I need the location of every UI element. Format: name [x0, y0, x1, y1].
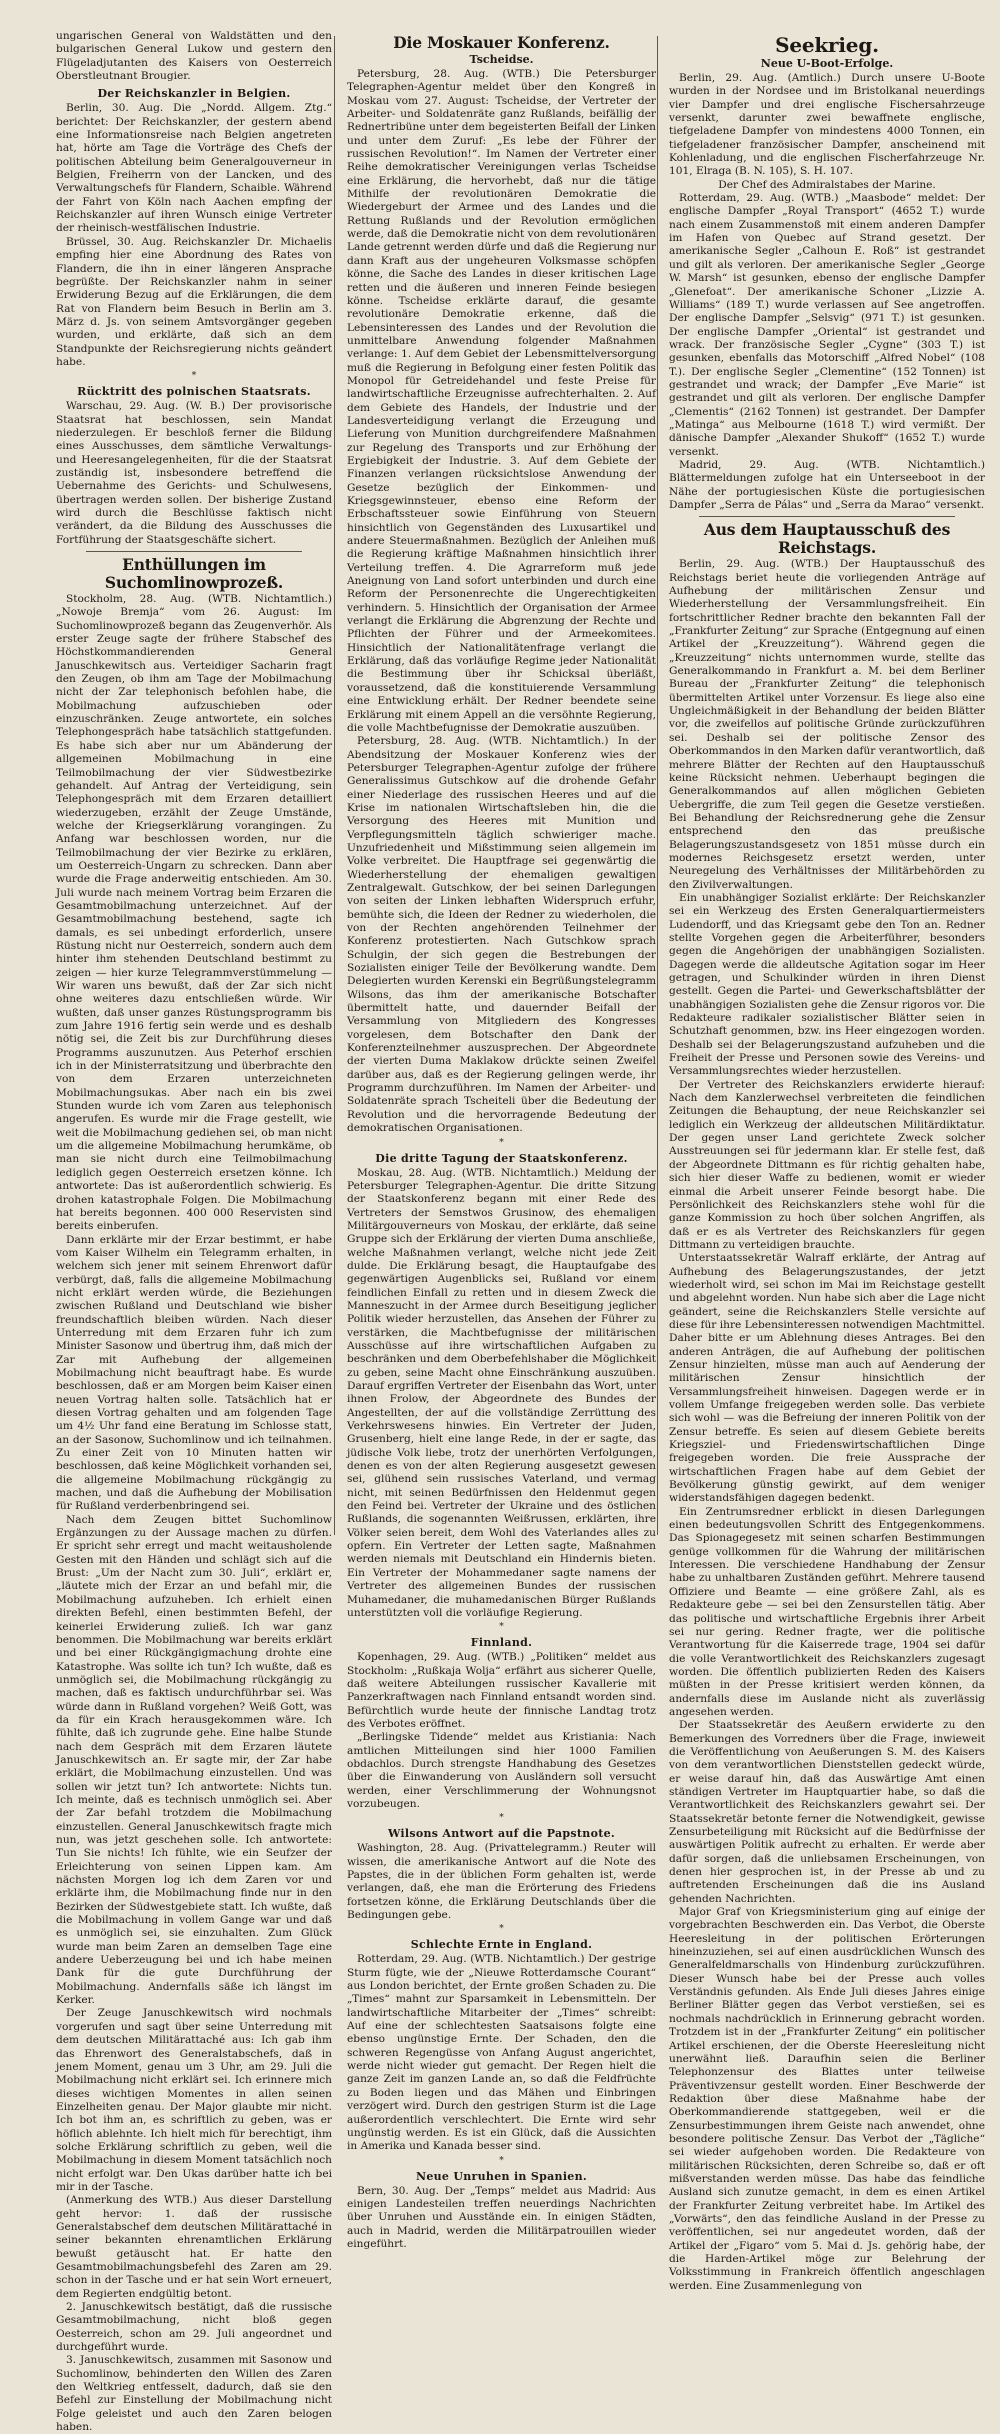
paragraph: Kopenhagen, 29. Aug. (WTB.) „Politiken“ meldet aus Stockholm: „Rußkaja Wolja“ erfährt aus sicherer Quelle, daß weitere Abteilungen russischer Kavallerie mit Panzerkraftwagen nach Finnland entsandt worden sind. Befürchtlich wurde heute der finnische Landtag trotz des Verbotes eröffnet. — [347, 1651, 656, 1730]
separator-star: * — [191, 371, 197, 382]
article-title: Neue Unruhen in Spanien. — [415, 2169, 588, 2183]
paragraph: Major Graf von Kriegsministerium ging auf einige der vorgebrachten Beschwerden ein. Das Verbot, die Oberste Heeresleitung in der politischen Erörterungen hineinzuziehen, sei auf einen ausdrücklichen Wunsch des Generalfeldmarschalls von Hindenburg zurückzuführen. Dieser Wunsch habe bei der Presse auch volles Verständnis gefunden. Als Ende Juli dieses Jahres einige Berliner Blätter gegen das Verbot verstießen, sei es nochmals nachdrücklich in Erinnerung gebracht worden. Trotzdem ist in der „Frankfurter Zeitung“ ein politischer Artikel erschienen, der die Oberste Heeresleitung nicht unerwähnt ließ. Daraufhin seien die Berliner Telephonzensur des Blattes unter teilweise Präventivzensur gestellt worden. Einer Beschwerde der Redaktion über diese Maßnahme habe der Oberkommandierende stattgegeben, weil er die Zensurbestimmungen ihrem Geiste nach anwendet, ohne besondere politische Zensur. Das Verbot der „Tägliche“ sei wieder aufgehoben worden. Die Redakteure von militärischen Rücksichten, deren Schreibe so, daß er oft mißverstanden werden müsse. Das habe das feindliche Ausland sich zunutze gemacht, in dem es einen Artikel der Frankfurter Zeitung verbreitet habe. Im Artikel des „Vorwärts“, den das feindliche Ausland in der Presse zu veröffentlichen, sei nur angedeutet worden, daß der Artikel der „Figaro“ vom 5. Mai d. Js. gehörig habe, der die Harden-Artikel möge zur Belehrung der Volksstimmung in Frankreich öffentlich angeschlagen werden. Eine Zusammenlegung von — [669, 1906, 985, 2292]
column-3 — [663, 30, 991, 2292]
lead-paragraph: ungarischen General von Waldstätten und den bulgarischen General Lukow und gestern den Flügeladjutanten des Kaisers von Oesterreich Oberstleutnant Brougier. — [56, 30, 332, 83]
divider — [699, 516, 955, 517]
paragraph: Berlin, 29. Aug. (Amtlich.) Durch unsere U-Boote wurden in der Nordsee und im Bristolkanal neuerdings vier Dampfer und drei englische Fischersahrzeuge versenkt, darunter zwei bewaffnete englische, tiefgeladene Dampfer von mindestens 4000 Tonnen, ein tiefgeladener französischer Dampfer, anscheinend mit Kohlenladung, und die englischen Fischerfahrzeuge Nr. 101, Elraga (B. N. 105), S. H. 107. — [669, 72, 985, 178]
paragraph: Washington, 28. Aug. (Privattelegramm.) Reuter will wissen, die amerikanische Antwort auf die Note des Papstes, die in der üblichen Form gehalten ist, werde verlangen, daß, ehe man die Erörterung des Friedens fortsetzen könne, die Erklärung Deutschlands über die Bedingungen gebe. — [347, 1842, 656, 1922]
paragraph: Petersburg, 28. Aug. (WTB. Nichtamtlich.) In der Abendsitzung der Moskauer Konferenz wies der Petersburger Telegraphen-Agentur zufolge der frühere Generalissimus Gutschkow auf die drohende Gefahr einer Niederlage des russischen Heeres und auf die Krise im nationalen Wirtschaftsleben hin, die die Versorgung des Heeres mit Munition und Verpflegungsmitteln täglich schwieriger mache. Unzufriedenheit und Mißstimmung seien allgemein im Volke verbreitet. Die Hauptfrage sei gegenwärtig die Wiederherstellung der ehemaligen gewaltigen Zentralgewalt. Gutschkow, der bei seinen Darlegungen von seiten der Linken lebhaften Widerspruch erfuhr, bemühte sich, die Ideen der Redner zu wiederholen, die von der Rechten angehörenden Teilnehmer der Konferenz protestierten. Nach Gutschkow sprach Schulgin, der sich gegen die Bestrebungen der Sozialisten einiger Teile der Bevölkerung wandte. Dem Delegierten wurden Kerenski ein Begrüßungstelegramm Wilsons, das ihm der amerikanische Botschafter übermittelt hatte, und dauernder Beifall der Versammlung von Mitgliedern des Kongresses vorgelesen, dem Botschafter den Dank der Konferenzteilnehmer auszusprechen. Der Abgeordnete der vierten Duma Maklakow drückte seinen Zweifel darüber aus, daß es der Regierung gelingen werde, ihr Programm durchzuführen. Im Namen der Arbeiter- und Soldatenräte sprach Tscheiteli über die Bedeutung der Revolution und die hervorragende Bedeutung der demokratischen Organisationen. — [347, 735, 656, 1135]
paragraph: 2. Januschkewitsch bestätigt, daß die russische Gesamtmobilmachung, nicht bloß gegen Oesterreich, schon am 29. Juli angeordnet und durchgeführt wurde. — [56, 2301, 332, 2354]
paragraph: Nach dem Zeugen bittet Suchomlinow Ergänzungen zu der Aussage machen zu dürfen. Er spricht sehr erregt und macht weitausholende Gesten mit den Händen und schlägt sich auf die Brust: „Um der Nacht zum 30. Juli“, erklärt er, „läutete mich der Erzar an und befahl mir, die Mobilmachung aufzuheben. Ich erhielt einen direkten Befehl, einen bestimmten Befehl, der keinerlei Erwiderung zuließ. Ich war ganz benommen. Die Mobilmachung war bereits erklärt und bei einer Rückgängigmachung drohte eine Katastrophe. Was sollte ich tun? Ich wußte, daß es unmöglich sei, die Mobilmachung rückgängig zu machen, daß es faktisch undurchführbar sei. Was würde dann in Rußland vorgehen? Weiß Gott, was da für ein Krach herausgekommen wäre. Ich fühlte, daß ich zugrunde gehe. Eine halbe Stunde nach dem Gespräch mit dem Erzaren läutete Januschkewitsch an. Er sagte mir, der Zar habe erklärt, die Mobilmachung einzustellen. Und was sollen wir jetzt tun? Ich antwortete: Nichts tun. Ich meinte, daß es technisch unmöglich sei. Aber der Zar befahl trotzdem die Mobilmachung einzustellen. General Januschkewitsch fragte mich nun, was jetzt geschehen solle. Ich antwortete: Tun Sie nichts! Ich fühlte, wie ein Seufzer der Erleichterung von seinen Lippen kam. Am nächsten Morgen log ich dem Zaren vor und erklärte ihm, die Mobilmachung finde nur in den Bezirken der Südwestgebiete statt. Ich wußte, daß die Mobilmachung in vollem Gange war und daß es unmöglich sei, sie einzuhalten. Zum Glück wurde man beim Zaren an demselben Tage eine andere Ueberzeugung bei und ich habe meinen Dank für die gute Durchführung der Mobilmachung. Andernfalls säße ich längst im Kerker. — [56, 1513, 332, 2007]
article-title: Finnland. — [470, 1636, 533, 1650]
paragraph: Bern, 30. Aug. Der „Temps“ meldet aus Madrid: Aus einigen Landesteilen treffen neuerdings Nachrichten über Unruhen und Ausstände ein. In einigen Städten, auch in Madrid, werden die Militärpatrouillen wieder eingeführt. — [347, 2184, 656, 2250]
paragraph: Madrid, 29. Aug. (WTB. Nichtamtlich.) Blättermeldungen zufolge hat ein Unterseeboot in der Nähe der portugiesischen Küste die portugiesischen Dampfer „Serra de Pálas“ und „Serra da Marao“ versenkt. — [669, 458, 985, 511]
paragraph: Der Vertreter des Reichskanzlers erwiderte hierauf: Nach dem Kanzlerwechsel verbreiteten die feindlichen Zeitungen die Behauptung, der neue Reichskanzler sei lediglich ein Werkzeug der alldeutschen Militärdiktatur. Der gegen unser Land gerichtete Zweck solcher Ausstreuungen sei für jedermann klar. Er stelle fest, daß der Abgeordnete Dittmann es für richtig gehalten habe, sich hier dieser Waffe zu bedienen, womit er wieder einmal die Arbeit unserer Feinde besorgt habe. Die Persönlichkeit des Reichskanzlers stehe wohl für die ganze Kommission zu hoch über solchen Angriffen, als daß er es als Vertreter des Reichskanzlers für gegen Dittmann zu verteidigen brauchte. — [669, 1078, 985, 1251]
separator-star: * — [499, 1622, 504, 1633]
paragraph: 3. Januschkewitsch, zusammen mit Sasonow und Suchomlinow, behinderten den Willen des Zaren den Weltkrieg entfesselt, dadurch, daß sie den Befehl zur Einstellung der Mobilmachung nicht Folge geleistet und auch den Zaren belogen haben. — [56, 2354, 332, 2434]
article-title: Die Moskauer Konferenz. — [393, 33, 610, 52]
article-title: Aus dem Hauptausschuß des Reichstags. — [703, 520, 951, 558]
article-title: Der Reichskanzler in Belgien. — [97, 87, 291, 101]
paragraph: Ein unabhängiger Sozialist erklärte: Der Reichskanzler sei ein Werkzeug des Ersten Generalquartiermeisters Ludendorff, und das Kriegsamt gebe den Ton an. Redner stellte Vorgehen gegen die Arbeiterführer, besonders gegen die Angehörigen der unabhängigen Sozialisten. Dagegen werde die alldeutsche Agitation sogar im Heer getragen, und Schulkinder würden in ihren Dienst gestellt. Gegen die Partei- und Gewerkschaftsblätter der unabhängigen Sozialisten gehe die Zensur rigoros vor. Die Redakteure radikaler sozialistischer Blätter seien in Schutzhaft genommen, bzw. ins Heer eingezogen worden. Deshalb sei der Belagerungszustand aufzuheben und die Freiheit der Presse und Personen sowie des Vereins- und Versammlungsrechtes wieder herzustellen. — [669, 891, 985, 1078]
paragraph: Der Staatssekretär des Aeußern erwiderte zu den Bemerkungen des Vorredners über die Frage, inwieweit die Veröffentlichung von Aeußerungen S. M. des Kaisers von dem verantwortlichen Dienststellen gedeckt würde, er weise darauf hin, daß das Auswärtige Amt einen ständigen Vertreter im Hauptquartier habe, so daß die Verantwortlichkeit des Reichskanzlers gewahrt sei. Der Staatssekretär betonte ferner die Notwendigkeit, gewisse Zensurbeteiligung mit Rücksicht auf die Bedürfnisse der auswärtigen Politik aufrecht zu erhalten. Er werde aber dafür sorgen, daß die unliebsamen Erscheinungen, von denen hier gesprochen ist, in der Presse ab und zu auftretenden Erscheinungen daß die ins Ausland gehenden Nachrichten. — [669, 1719, 985, 1905]
article-subtitle: Neue U-Boot-Erfolge. — [760, 57, 894, 70]
paragraph: Warschau, 29. Aug. (W. B.) Der provisorische Staatsrat hat beschlossen, sein Mandat niederzulegen. Er beschloß ferner die Bildung eines Ausschusses, dem sämtliche Verwaltungs- und Heeresangelegenheiten, für die der Staatsrat zuständig ist, insbesondere betreffend die Uebernahme des Gerichts- und Schulwesens, übertragen werden sollen. Der bisherige Zustand wird durch die Beschlüsse faktisch nicht verändert, da die Bildung des Ausschusses die Fortführung der Staatsgeschäfte sichert. — [56, 400, 332, 546]
divider — [86, 551, 302, 552]
separator-star: * — [499, 1924, 504, 1935]
article-title: Wilsons Antwort auf die Papstnote. — [387, 1827, 616, 1841]
paragraph: „Berlingske Tidende“ meldet aus Kristiania: Nach amtlichen Mitteilungen sind hier 1000 Familien obdachlos. Durch strengste Handhabung des Gesetzes über die Einwanderung von Ausländern soll versucht werden, einer Verschlimmerung der Wohnungsnot vorzubeugen. — [347, 1731, 656, 1810]
paragraph: Rotterdam, 29. Aug. (WTB. Nichtamtlich.) Der gestrige Sturm fügte, wie der „Nieuwe Rotterdamsche Courant“ aus London berichtet, der Ernte großen Schaden zu. Die „Times“ mahnt zur Sparsamkeit in Lebensmitteln. Der landwirtschaftliche Mitarbeiter der „Times“ schreibt: Auf eine der schlechtesten Saatsaisons folgte eine ebenso ungünstige Ernte. Der Schaden, den die schweren Regengüsse von Anfang August angerichtet, werde nicht wieder gut gemacht. Der Regen hielt die ganze Zeit im ganzen Lande an, so daß die Feldfrüchte zu Boden liegen und das Mähen und Einbringen verzögert wird. Durch den gestrigen Sturm ist die Lage außerordentlich verschlechtert. Die Ernte wird sehr ungünstig werden. Es ist ein Glück, daß die Aussichten in Amerika und Kanada besser sind. — [347, 1953, 656, 2153]
paragraph: Stockholm, 28. Aug. (WTB. Nichtamtlich.) „Nowoje Bremja“ vom 26. August: Im Suchomlinowprozeß begann das Zeugenverhör. Als erster Zeuge sagte der frühere Stabschef des Höchstkommandierenden General Januschkewitsch aus. Verteidiger Sacharin fragt den Zeugen, ob ihm am Tage der Mobilmachung nicht der Zar telephonisch befohlen habe, die Mobilmachung aufzuschieben oder einzuschränken. Zeuge antwortete, ein solches Telephongespräch habe tatsächlich stattgefunden. Es habe sich aber nur um Abänderung der allgemeinen Mobilmachung in eine Teilmobilmachung der vier Südwestbezirke gehandelt. Auf Antrag der Verteidigung, sein Telephongespräch mit dem Erzaren detailliert wiederzugeben, erzählt der Zeuge Umstände, welche der Kriegserklärung vorangingen. Zu Anfang war beschlossen worden, nur die Teilmobilmachung der vier Bezirke zu erklären, um Oesterreich-Ungarn zu schrecken. Dann aber wurde die Frage anderweitig entschieden. Am 30. Juli wurde nach meinem Vortrag beim Erzaren die Gesamtmobilmachung unterzeichnet. Auf der Gesamtmobilmachung bestehend, sagte ich damals, es sei unbedingt erforderlich, unsere Rüstung nicht nur Oesterreich, sondern auch dem hinter ihm stehenden Deutschland bestimmt zu zeigen — hier kurze Telegrammverstümmelung — Wir waren uns bewußt, daß der Zar sich nicht ohne weiteres dazu entschließen würde. Wir wußten, daß unser ganzes Rüstungsprogramm bis zum Jahre 1916 fertig sein werde und es deshalb nötig sei, die Zeit bis zur Durchführung dieses Programms auszunutzen. Aus Peterhof erschien ich in der Ministerratsitzung und überbrachte den von dem Erzaren unterzeichneten Mobilmachungsukas. Aber nach ein bis zwei Stunden wurde ich vom Zaren aus telephonisch angerufen. Es wurde mir die Frage gestellt, wie weit die Mobilmachung gediehen sei, ob man nicht um die allgemeine Mobilmachung herumkäme, ob man sie nicht durch eine Teilmobilmachung lediglich gegen Oesterreich ersetzen könne. Ich antwortete: Das ist außerordentlich schwierig. Es drohen katastrophale Folgen. Die Mobilmachung hat bereits begonnen. 400 000 Reservisten sind bereits einberufen. — [56, 593, 332, 1233]
separator-star: * — [499, 2155, 504, 2166]
separator-star: * — [499, 1137, 504, 1148]
article-title: Rücktritt des polnischen Staatsrats. — [77, 385, 311, 399]
paragraph: Unterstaatssekretär Walraff erklärte, der Antrag auf Aufhebung des Belagerungszustandes, der jetzt wiederholt wird, sei schon im Mai im Reichstage gestellt und abgelehnt worden. Nun habe sich aber die Lage nicht geändert, seine die Reichskanzlers Stelle versichte auf diese für ihre Lebensinteressen notwendigen Machtmittel. Daher bitte er um Ablehnung dieses Antrages. Bei den anderen Anträgen, die auf Aufhebung der politischen Zensur hinzielten, müsse man auch auf Aenderung der militärischen Zensur hinsichtlich der Versammlungsfreiheit hinweisen. Dagegen werde er in vollem Umfange freigegeben werden solle. Das verbiete sich wohl — was die Befreiung der inneren Politik von der Zensur betreffe. Es seien auf diesem Gebiete bereits Kriegsziel- und Friedenswirtschaftlichen Dinge freigegeben worden. Die freie Aussprache der wirtschaftlichen Fragen habe auf dem Gebiet der Bevölkerung günstig gewirkt, auf dem weniger widerstandsfähigen dagegen bedenkt. — [669, 1252, 985, 1505]
paragraph: Dann erklärte mir der Erzar bestimmt, er habe vom Kaiser Wilhelm ein Telegramm erhalten, in welchem sich jener mit seinem Ehrenwort dafür verbürgt, daß, falls die allgemeine Mobilmachung nicht erklärt werden würde, die Beziehungen zwischen Rußland und Deutschland wie bisher freundschaftlich bleiben würden. Nach dieser Unterredung mit dem Erzaren fuhr ich zum Minister Sasonow und übertrug ihm, daß mich der Zar mit Aufhebung der allgemeinen Mobilmachung nicht beauftragt habe. Es wurde beschlossen, daß er am Morgen beim Kaiser einen neuen Vortrag halten solle. Tatsächlich hat er diesen Vortrag gehalten und am folgenden Tage um 4½ Uhr fand eine Beratung im Schlosse statt, an der Sasonow, Suchomlinow und ich teilnahmen. Zu einer Zeit von 10 Minuten hatten wir beschlossen, daß keine Möglichkeit vorhanden sei, die allgemeine Mobilmachung rückgängig zu machen, und daß die Aufhebung der Mobilisation für Rußland verderbenbringend sei. — [56, 1233, 332, 1513]
paragraph: (Anmerkung des WTB.) Aus dieser Darstellung geht hervor: 1. daß der russische Generalstabschef dem deutschen Militärattaché in seiner bekannten ehrenamtlichen Erklärung bewußt getäuscht hat. Er hatte den Gesamtmobilmachungsbefehl des Zaren am 29. schon in der Tasche und er hat sein Wort erneuert, dem Regierten endgültig betont. — [56, 2194, 332, 2300]
separator-star: * — [499, 1813, 504, 1824]
paragraph: Rotterdam, 29. Aug. (WTB.) „Maasbode“ meldet: Der englische Dampfer „Royal Transport“ (4652 T.) wurde nach einem Zusammenstoß mit einem anderen Dampfer im Hafen von Quebec auf Strand gesetzt. Der amerikanische Segler „Calhoun E. Roß“ ist gestrandet und gilt als verloren. Der amerikanische Segler „George W. Marsh“ ist gesunken, ebenso der englische Dampfer „Glenefoat“. Der amerikanische Schoner „Lizzie A. Williams“ (189 T.) wurde verlassen auf See angetroffen. Der englische Dampfer „Selsvig“ (971 T.) ist gesunken. Der englische Dampfer „Oriental“ ist gestrandet und wrack. Der französische Segler „Cygne“ (303 T.) ist gesunken, ebenfalls das Motorschiff „Alfred Nobel“ (108 T.). Der englische Segler „Clementine“ (152 Tonnen) ist gestrandet und wrack; der Dampfer „Eve Marie“ ist gestrandet und gilt als verloren. Der englische Dampfer „Clementis“ (2162 Tonnen) ist gestrandet. Der Dampfer „Matinga“ aus Melbourne (1618 T.) wird vermißt. Der dänische Dampfer „Alexander Shukoff“ (1652 T.) wurde versenkt. — [669, 192, 985, 458]
column-1 — [50, 30, 338, 2434]
article-title: Die dritte Tagung der Staatskonferenz. — [375, 1151, 628, 1165]
article-title: Schlechte Ernte in England. — [410, 1938, 593, 1952]
article-title: Seekrieg. — [775, 33, 879, 57]
paragraph: Der Zeuge Januschkewitsch wird nochmals vorgerufen und sagt über seine Unterredung mit dem deutschen Militärattaché aus: Ich gab ihm das Ehrenwort des Generalstabschefs, daß in jenem Moment, genau um 3 Uhr, am 29. Juli die Mobilmachung nicht erklärt sei. Ich erinnere mich dieses wichtigen Momentes in allen seinen Einzelheiten genau. Der Major glaubte mir nicht. Ich bot ihm an, es schriftlich zu geben, was er höflich ablehnte. Ich hielt mich für berechtigt, ihm solche Erklärung schriftlich zu geben, weil die Mobilmachung in diesem Moment tatsächlich noch nicht erfolgt war. Den Ukas darüber hatte ich bei mir in der Tasche. — [56, 2007, 332, 2193]
article-title: Enthüllungen im Suchomlinowprozeß. — [104, 555, 284, 593]
paragraph: Ein Zentrumsredner erblickt in diesen Darlegungen einen bedeutungsvollen Schritt des Entgegenkommens. Das Spionagegesetz mit seinen scharfen Bestimmungen genüge vollkommen für die Wahrung der militärischen Interessen. Die verschiedene Handhabung der Zensur habe zu unhaltbaren Zuständen geführt. Mehrere tausend Offiziere und Beamte — eine größere Zahl, als es Redakteure gebe — sei bei den Zensurstellen tätig. Aber das politische und wirtschaftliche Ergebnis ihrer Arbeit sei nur gering. Redner fragte, wer die politische Verantwortung für die Kaiserrede trage, 1904 sei dafür die volle Verantwortlichkeit des Reichskanzlers zugesagt worden. Die öffentlich publizierten Reden des Kaisers müßten in der Presse kritisiert werden können, da andernfalls diese im Auslande nicht als zuverlässig angesehen werden. — [669, 1505, 985, 1718]
paragraph: Petersburg, 28. Aug. (WTB.) Die Petersburger Telegraphen-Agentur meldet über den Kongreß in Moskau vom 27. August: Tscheidse, der Vertreter der Arbeiter- und Soldatenräte ganz Rußlands, beifällig der Rednertribüne unter dem begeisterten Beifall der Linken und unter dem Zuruf: „Es lebe der Führer der russischen Revolution!“. Im Namen der Vertreter einer Reihe demokratischer Vereinigungen verlas Tscheidse eine Erklärung, die hervorhebt, daß nur die tätige Mithilfe der revolutionären Demokratie die Wiedergeburt der Armee und des Landes und die Rettung Rußlands und der Revolution ermöglichen werde, daß die Demokratie nicht von dem revolutionären Lande getrennt werden dürfe und daß die Regierung nur dann Kraft aus der ungeheuren Volksmasse schöpfen könne, die Sache des Landes in dieser kritischen Lage retten und die äußeren und inneren Feinde besiegen könne. Tscheidse erklärte darauf, die gesamte revolutionäre Demokratie erkenne, daß die Lebensinteressen des Landes und der Revolution die unmittelbare Anwendung folgender Maßnahmen verlange: 1. Auf dem Gebiet der Lebensmittelversorgung muß die Regierung in Befolgung einer festen Politik das Monopol für Getreidehandel und feste Preise für landwirtschaftliche Erzeugnisse aufrechterhalten. 2. Auf dem Gebiete des Handels, der Industrie und der Landesverteidigung verlangt die Erzeugung und Lieferung von Munition durchgreifendere Maßnahmen zur Regelung des Transports und zur Erhöhung der Ergiebigkeit der Industrie. 3. Auf dem Gebiete der Finanzen verlangen rücksichtslose Anwendung der Gesetze bezüglich der Einkommen- und Kriegsgewinnsteuer, ebenso eine Reform der Erbschaftssteuer sowie Einführung von Steuern hinsichtlich von Gegenständen des Luxusartikel und andere Steuermaßnahmen. Bezüglich der Anleihen muß die Regierung kräftige Maßnahmen hinsichtlich ihrer Verteilung treffen. 4. Die Agrarreform muß jede Aneignung von Land sofort unterbinden und durch eine Reform der Personenrechte die Ungerechtigkeiten verhindern. 5. Hinsichtlich der Organisation der Armee verlangt die Erklärung die Abgrenzung der Rechte und Pflichten der Führer und der Armeekomitees. Hinsichtlich der Nationalitätenfrage verlangt die Erklärung, daß das vorläufige Regime jeder Nationalität die Bestimmung über ihr Schicksal überläßt, voraussetzend, daß die konstituierende Versammlung eine Entwicklung erhält. Der Redner beendete seine Erklärung mit einem Appell an die versöhnte Regierung, die volle Machtbefugnisse der Demokratie auszuüben. — [347, 68, 656, 734]
column-2 — [341, 30, 662, 2250]
paragraph: Brüssel, 30. Aug. Reichskanzler Dr. Michaelis empfing hier eine Abordnung des Rates von Flandern, die ihn in einer längeren Ansprache begrüßte. Der Reichskanzler nahm in seiner Erwiderung Bezug auf die Erklärungen, die dem Rat von Flandern beim Besuch in Berlin am 3. März d. Js. von seinem Amtsvorgänger gegeben wurden, und erklärte, daß sich an dem Standpunkte der Reichsregierung nichts geändert habe. — [56, 235, 332, 368]
signature: Der Chef des Admiralstabes der Marine. — [718, 178, 936, 191]
article-subtitle: Tscheidse. — [469, 53, 534, 66]
paragraph: Berlin, 30. Aug. Die „Nordd. Allgem. Ztg.“ berichtet: Der Reichskanzler, der gestern abend eine Informationsreise nach Belgien angetreten hat, hörte am Tage die Vorträge des Chefs der politischen Abteilung beim Generalgouverneur in Belgien, Freiherrn von der Lancken, und des Verwaltungschefs für Flandern, Schaible. Während der Fahrt von Köln nach Aachen empfing der Reichskanzler auf ihren Wunsch einige Vertreter der rheinisch-westfälischen Industrie. — [56, 102, 332, 235]
paragraph: Moskau, 28. Aug. (WTB. Nichtamtlich.) Meldung der Petersburger Telegraphen-Agentur. Die dritte Sitzung der Staatskonferenz begann mit einer Rede des Vertreters der Semstwos Grusinow, des ehemaligen Militärgouverneurs von Moskau, der erklärte, daß seine Gruppe sich der Erklärung der vierten Duma anschließe, welche Maßnahmen verlangt, welche nicht jede Zeit dulde. Die Erklärung besagt, die Hauptaufgabe des gegenwärtigen Augenblicks sei, Rußland vor einem feindlichen Einfall zu retten und in diesem Zweck die Manneszucht in der Armee durch Beseitigung jeglicher Politik wieder herzustellen, das Ansehen der Führer zu verstärken, die Machtbefugnisse der militärischen Ausschüsse auf ihre wirtschaftlichen Aufgaben zu beschränken und dem Oberbefehlshaber die Möglichkeit zu geben, seine Macht ohne Einschränkung auszuüben. Darauf ergriffen Vertreter der Eisenbahn das Wort, unter ihnen Frolow, der Abgeordnete des Bundes der Angestellten, der auf die vollständige Zerrüttung des Verkehrswesens hinwies. Ein Vertreter der Juden, Grusenberg, hielt eine lange Rede, in der er sagte, das jüdische Volk liebe, trotz der unerhörten Verfolgungen, denen es von der alten Regierung ausgesetzt gewesen sei, glühend sein russisches Vaterland, und vermag nicht, mit seinen Bedürfnissen den Heldenmut gegen den Feind bei. Vertreter der Ukraine und des östlichen Rußlands, die sogenannten Weißrussen, erklärten, ihre Völker seien bereit, dem Wohl des Vaterlandes alles zu opfern. Ein Vertreter der Letten sagte, Maßnahmen werden niemals mit Deutschland ein Hindernis bieten. Ein Vertreter der Mohammedaner sagte namens der Vertreter des allgemeinen Bundes der russischen Muhamedaner, die muhamedanischen Bürger Rußlands unterstützten voll die vorläufige Regierung. — [347, 1166, 656, 1619]
paragraph: Berlin, 29. Aug. (WTB.) Der Hauptausschuß des Reichstags beriet heute die vorliegenden Anträge auf Aufhebung der militärischen Zensur und Wiederherstellung der Versammlungsfreiheit. Ein fortschrittlicher Redner brachte den bekannten Fall der „Frankfurter Zeitung“ zur Sprache (Entgegnung auf einen Artikel der „Kreuzzeitung“). Während gegen die „Kreuzzeitung“ nichts unternommen wurde, stellte das Generalkommando in Frankfurt a. M. bei dem Berliner Bureau der „Frankfurter Zeitung“ die telephonisch übermittelten Artikel unter Vorzensur. Es liege also eine Ungleichmäßigkeit in der Behandlung der beiden Blätter vor, die zweifellos auf politische Gründe zurückzuführen sei. Deshalb sei der politische Zensor des Oberkommandos in den Marken dafür verantwortlich, daß mehrere Blätter der Rechten auf den Hauptausschuß keine Rücksicht nehmen. Ueberhaupt begingen die Generalkommandos auf allen möglichen Gebieten Uebergriffe, die zum Teil gegen die Gesetze verstießen. Bei Behandlung der Reichsrednerung gehe die Zensur entsprechend den das preußische Belagerungszustandsgesetz von 1851 müsse durch ein modernes Reichsgesetz ersetzt werden, unter Neuregelung des Verhältnisses der Militärbehörden zu den Zivilverwaltungen. — [669, 558, 985, 891]
